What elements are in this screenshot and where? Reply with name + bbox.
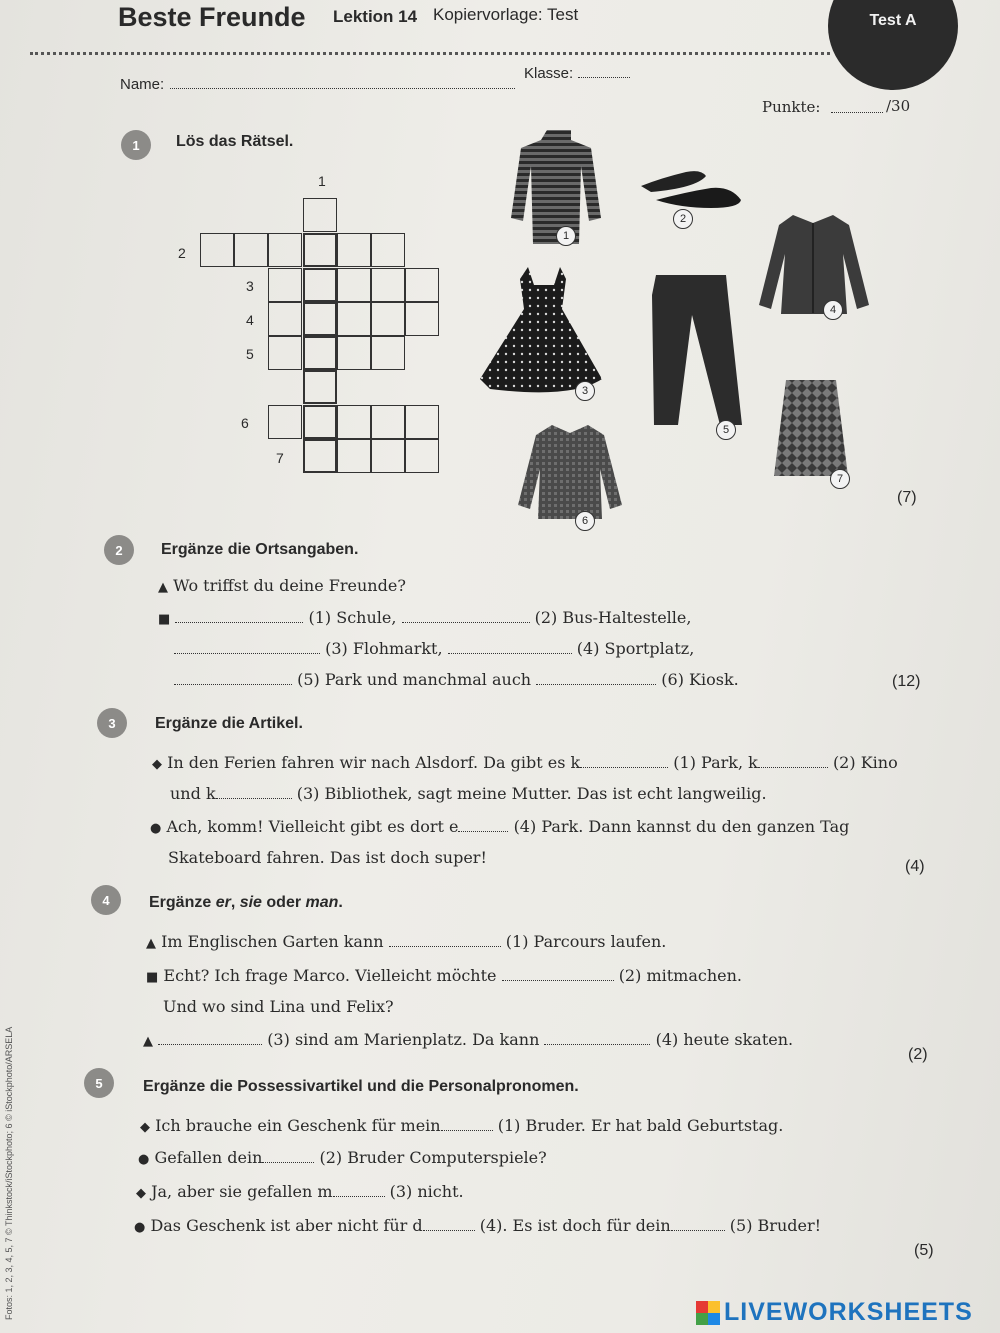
exercise-1-points: (7) (897, 489, 917, 506)
exercise-2-points: (12) (892, 673, 921, 690)
answer-blank[interactable] (262, 1148, 314, 1163)
triangle-icon: ▲ (143, 1034, 153, 1049)
exercise-5-line-3: ◆ Ja, aber sie gefallen m (3) nicht. (136, 1182, 464, 1201)
circle-icon: ● (138, 1152, 150, 1167)
crossword-cell[interactable] (303, 370, 337, 404)
crossword-cell[interactable] (405, 439, 439, 473)
crossword-cell[interactable] (371, 268, 405, 302)
test-badge: Test A (828, 0, 958, 90)
exercise-3-number: 3 (97, 708, 127, 738)
exercise-3-line-3: ● Ach, komm! Vielleicht gibt es dort e (4) Park. Dann kannst du den ganzen Tag (150, 817, 850, 836)
exercise-2-number: 2 (104, 535, 134, 565)
answer-blank[interactable] (174, 639, 320, 654)
square-icon: ■ (158, 612, 171, 627)
answer-blank[interactable] (671, 1216, 725, 1231)
liveworksheets-icon (696, 1301, 720, 1325)
exercise-3-title: Ergänze die Artikel. (155, 715, 303, 732)
image-number: 4 (823, 300, 843, 320)
exercise-4-points: (2) (908, 1046, 928, 1063)
crossword-cell[interactable] (371, 233, 405, 267)
name-field[interactable] (170, 72, 515, 89)
exercise-5-line-4: ● Das Geschenk ist aber nicht für d (4). Es ist doch für dein (5) Bruder! (134, 1216, 822, 1235)
exercise-2-title: Ergänze die Ortsangaben. (161, 541, 359, 558)
name-label: Name: (120, 76, 165, 93)
crossword-cell[interactable] (234, 233, 268, 267)
crossword-cell[interactable] (405, 405, 439, 439)
crossword-clue-number: 5 (246, 346, 254, 362)
class-field[interactable] (578, 61, 630, 78)
crossword-cell[interactable] (405, 302, 439, 336)
exercise-4-title: Ergänze er, sie oder man. (149, 894, 343, 911)
answer-blank[interactable] (389, 932, 501, 947)
crossword-cell[interactable] (371, 336, 405, 370)
exercise-4-number: 4 (91, 885, 121, 915)
exercise-3-points: (4) (905, 858, 925, 875)
image-number: 7 (830, 469, 850, 489)
crossword-cell[interactable] (337, 302, 371, 336)
shirt-image (512, 420, 627, 525)
answer-blank[interactable] (580, 753, 668, 768)
exercise-5-number: 5 (84, 1068, 114, 1098)
answer-blank[interactable] (448, 639, 572, 654)
answer-blank[interactable] (333, 1182, 385, 1197)
crossword-clue-number: 6 (241, 415, 249, 431)
square-icon: ■ (146, 970, 159, 985)
answer-blank[interactable] (174, 670, 292, 685)
answer-blank[interactable] (402, 608, 530, 623)
image-number: 2 (673, 209, 693, 229)
crossword-cell[interactable] (303, 198, 337, 232)
exercise-2-line-1: ■ (1) Schule, (2) Bus-Haltestelle, (158, 608, 692, 627)
answer-blank[interactable] (423, 1216, 475, 1231)
lesson-label: Lektion 14 (333, 7, 418, 26)
exercise-4-line-4: ▲ (3) sind am Marienplatz. Da kann (4) heute skaten. (143, 1030, 794, 1049)
answer-blank[interactable] (441, 1116, 493, 1131)
diamond-icon: ◆ (140, 1120, 150, 1135)
crossword-cell[interactable] (371, 439, 405, 473)
crossword-cell[interactable] (200, 233, 234, 267)
exercise-2-line-3: (5) Park und manchmal auch (6) Kiosk. (174, 670, 739, 689)
diamond-icon: ◆ (136, 1186, 146, 1201)
points-field[interactable] (831, 96, 883, 113)
crossword-clue-number: 3 (246, 278, 254, 294)
crossword-cell[interactable] (371, 302, 405, 336)
triangle-icon: ▲ (146, 936, 156, 951)
crossword-cell[interactable] (337, 336, 371, 370)
points-label: Punkte: (762, 98, 821, 116)
crossword-clue-number: 2 (178, 245, 186, 261)
crossword-cell[interactable] (303, 302, 337, 336)
crossword-cell[interactable] (303, 336, 337, 370)
image-number: 3 (575, 381, 595, 401)
exercise-3-line-1: ◆ In den Ferien fahren wir nach Alsdorf. Da gibt es k (1) Park, k (2) Kino (152, 753, 898, 772)
crossword-cell[interactable] (303, 233, 337, 267)
diamond-icon: ◆ (152, 757, 162, 772)
book-title: Beste Freunde (118, 2, 306, 32)
class-label: Klasse: (524, 65, 574, 82)
polka-dot-dress-image (470, 262, 620, 402)
crossword-cell[interactable] (268, 233, 302, 267)
crossword-clue-number: 4 (246, 312, 254, 328)
exercise-3-line-4: Skateboard fahren. Das ist doch super! (168, 848, 487, 867)
answer-blank[interactable] (158, 1030, 262, 1045)
circle-icon: ● (134, 1220, 146, 1235)
exercise-4-line-1: ▲ Im Englischen Garten kann (1) Parcours laufen. (146, 932, 667, 951)
exercise-5-line-1: ◆ Ich brauche ein Geschenk für mein (1) Bruder. Er hat bald Geburtstag. (140, 1116, 784, 1135)
header-divider (30, 52, 830, 55)
crossword-cell[interactable] (337, 439, 371, 473)
crossword-cell[interactable] (303, 405, 337, 439)
crossword-cell[interactable] (303, 439, 337, 473)
skirt-image (772, 378, 852, 478)
jeans-image (636, 270, 746, 435)
points-total: /30 (886, 97, 911, 115)
crossword-clue-number: 7 (276, 450, 284, 466)
liveworksheets-logo: LIVEWORKSHEETS (696, 1298, 973, 1327)
exercise-2-line-2: (3) Flohmarkt, (4) Sportplatz, (174, 639, 694, 658)
image-number: 6 (575, 511, 595, 531)
exercise-1-number: 1 (121, 130, 151, 160)
crossword-cell[interactable] (268, 302, 302, 336)
crossword-cell[interactable] (337, 405, 371, 439)
photo-credit: Fotos: 1, 2, 3, 4, 5, 7 © Thinkstock/iStockphoto; 6 © iStockphoto/ARSELA (4, 1026, 14, 1320)
crossword-clue-number: 1 (318, 173, 326, 189)
answer-blank[interactable] (758, 753, 828, 768)
crossword-cell[interactable] (371, 405, 405, 439)
crossword-cell[interactable] (303, 268, 337, 302)
exercise-4-line-3: Und wo sind Lina und Felix? (163, 997, 394, 1016)
triangle-icon: ▲ (158, 580, 168, 595)
crossword-cell[interactable] (268, 268, 302, 302)
crossword-cell[interactable] (405, 268, 439, 302)
image-number: 5 (716, 420, 736, 440)
answer-blank[interactable] (216, 784, 292, 799)
crossword-cell[interactable] (268, 336, 302, 370)
crossword-cell[interactable] (337, 268, 371, 302)
crossword-cell[interactable] (337, 233, 371, 267)
crossword-cell[interactable] (268, 405, 302, 439)
exercise-5-line-2: ● Gefallen dein (2) Bruder Computerspiele? (138, 1148, 547, 1167)
exercise-3-line-2: und k (3) Bibliothek, sagt meine Mutter. Das ist echt langweilig. (170, 784, 767, 803)
image-number: 1 (556, 226, 576, 246)
shoes-image (636, 160, 746, 220)
answer-blank[interactable] (544, 1030, 650, 1045)
jacket-image (748, 210, 878, 322)
circle-icon: ● (150, 821, 162, 836)
answer-blank[interactable] (175, 608, 303, 623)
answer-blank[interactable] (502, 966, 614, 981)
exercise-4-line-2: ■ Echt? Ich frage Marco. Vielleicht möchte (2) mitmachen. (146, 966, 742, 985)
answer-blank[interactable] (458, 817, 508, 832)
exercise-5-title: Ergänze die Possessivartikel und die Personalpronomen. (143, 1078, 579, 1095)
answer-blank[interactable] (536, 670, 656, 685)
exercise-2-question: ▲ Wo triffst du deine Freunde? (158, 576, 406, 595)
exercise-5-points: (5) (914, 1242, 934, 1259)
copy-label: Kopiervorlage: Test (433, 5, 579, 24)
exercise-1-title: Lös das Rätsel. (176, 133, 294, 150)
